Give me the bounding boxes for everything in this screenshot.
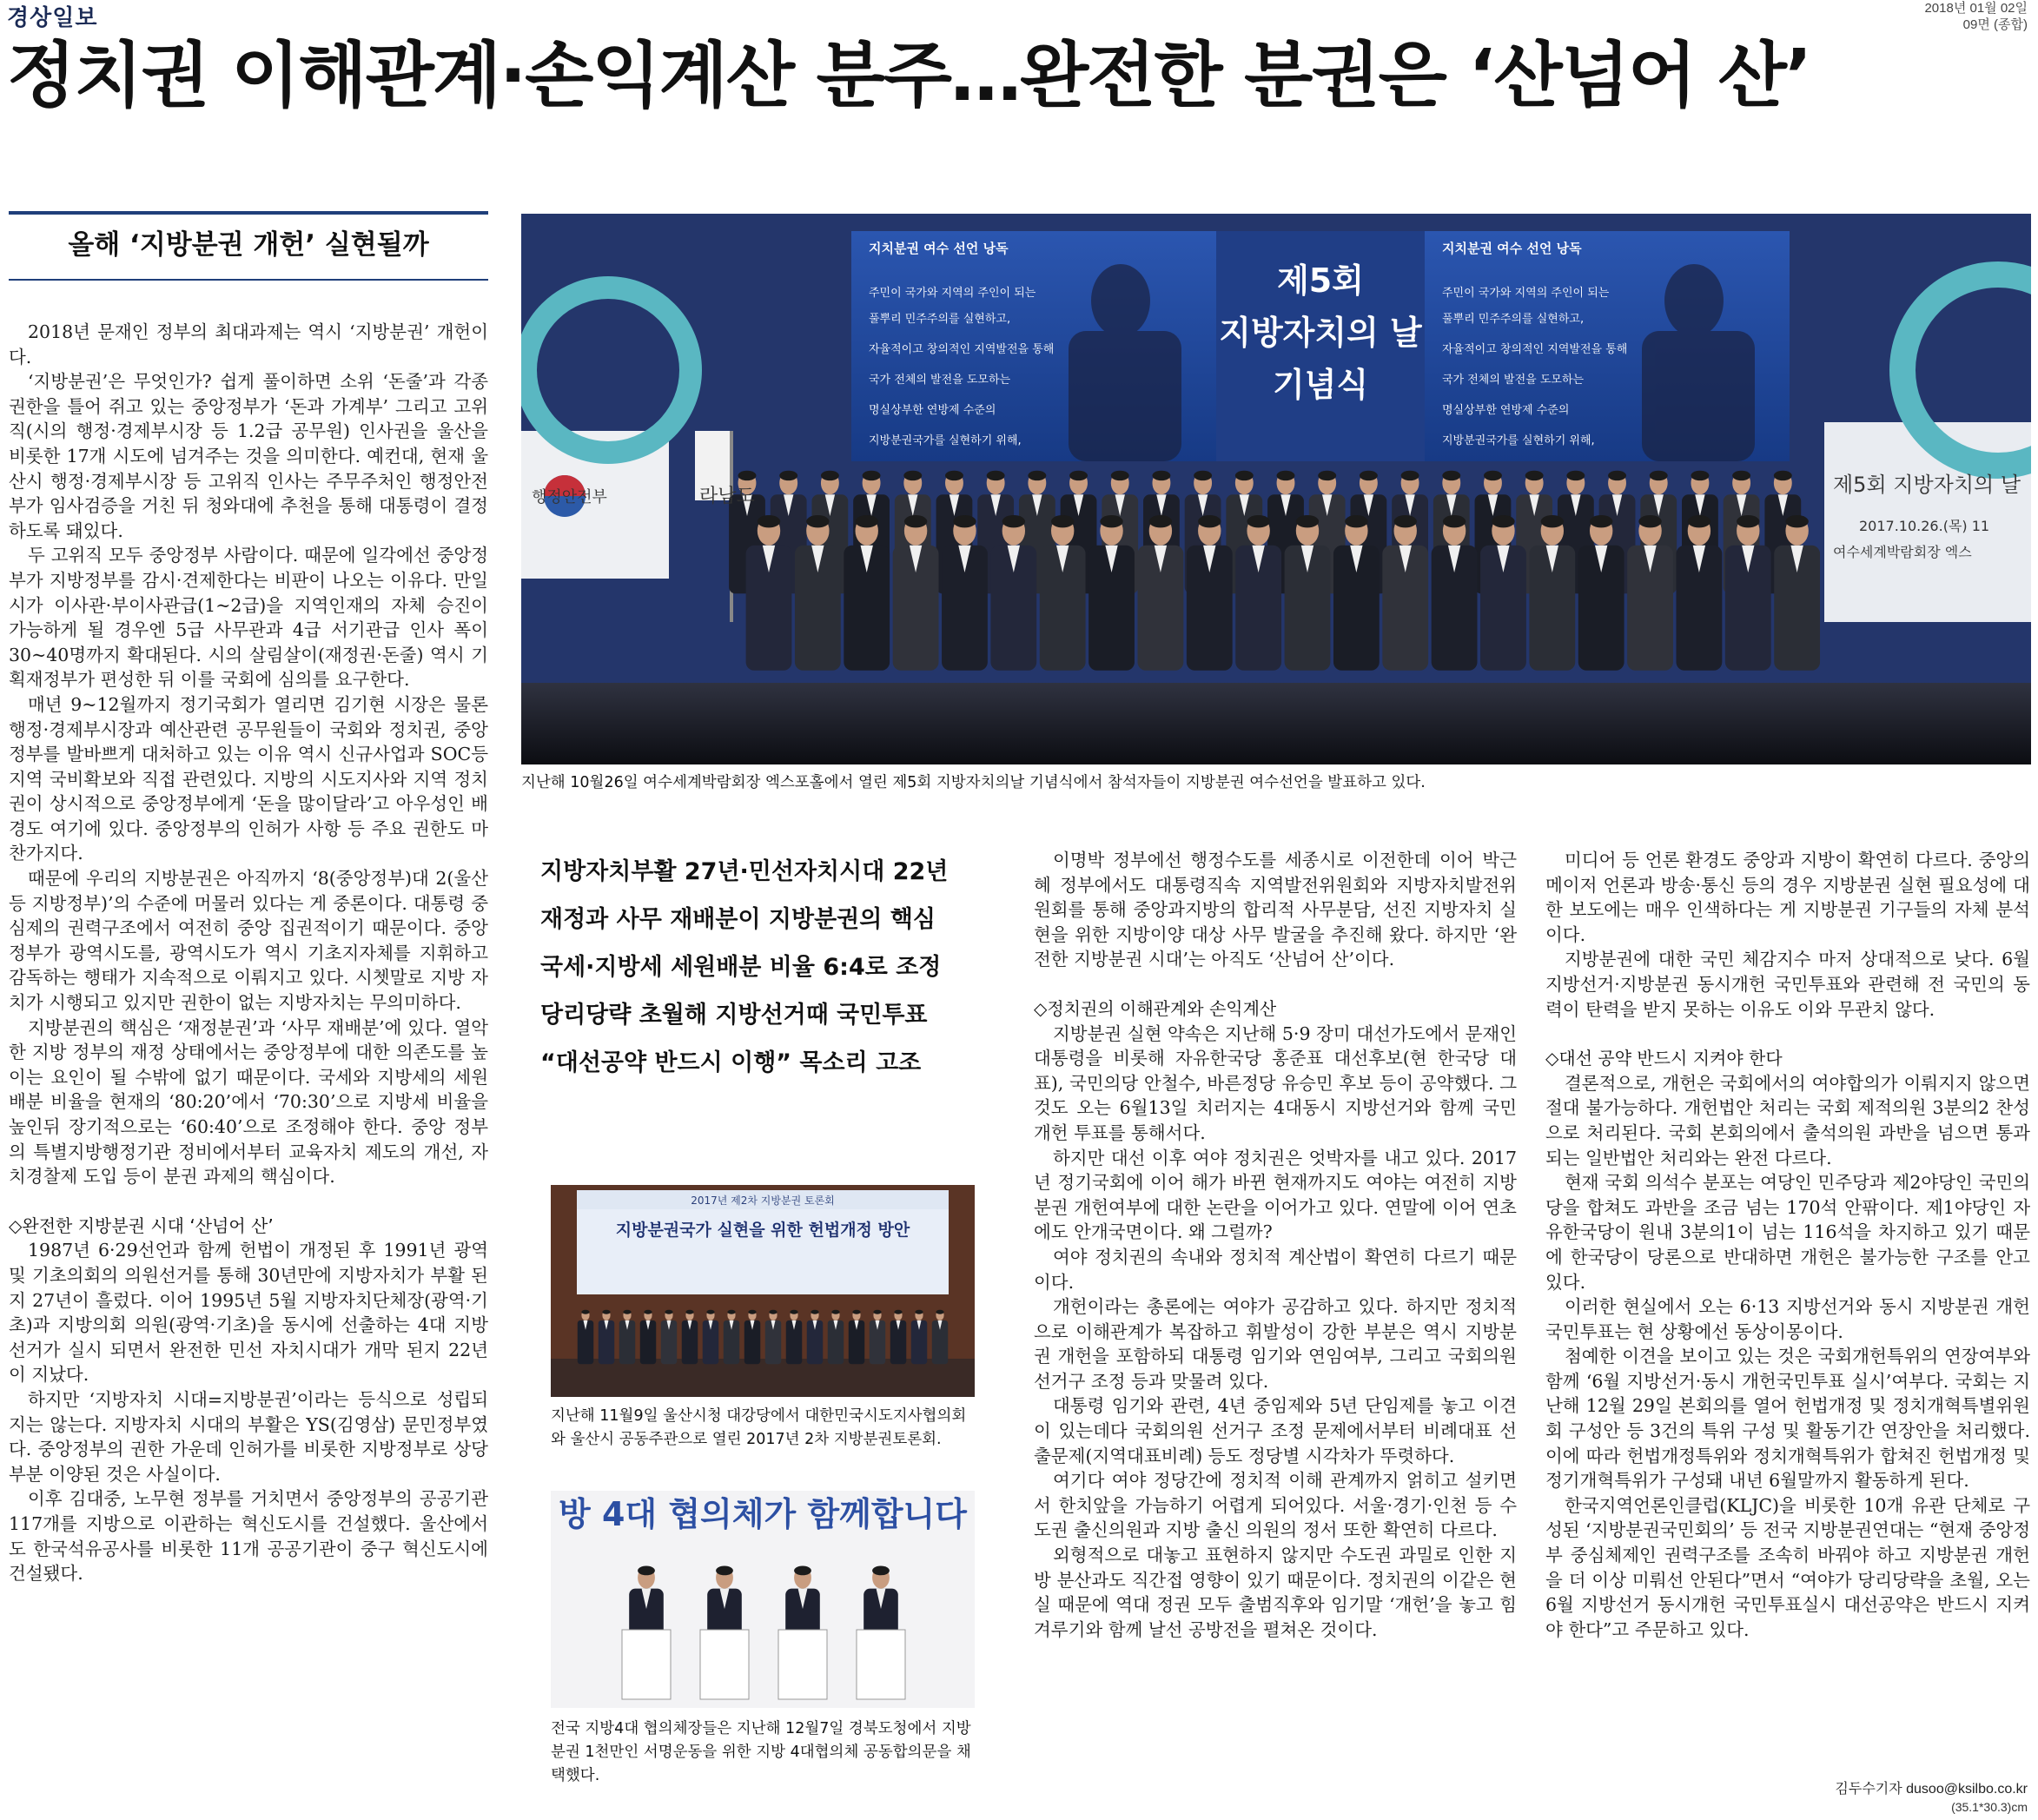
screen-text: 자율적이고 창의적인 지역발전을 통해 (869, 343, 1055, 356)
pull-quote-line: 재정과 사무 재배분이 지방분권의 핵심 (540, 906, 936, 933)
sign-text: 행정안전부 (532, 488, 607, 506)
agreement-document (778, 1630, 827, 1699)
banner-text: 2017년 제2차 지방분권 토론회 (691, 1195, 835, 1207)
forum-photo (551, 1185, 975, 1397)
article-paragraph: 이러한 현실에서 오는 6·13 지방선거와 동시 지방분권 개헌 국민투표는 현 상황에선 동상이몽이다. (1545, 1296, 2030, 1342)
signing-photo (551, 1491, 975, 1708)
agreement-document (622, 1630, 671, 1699)
newspaper-masthead: 경상일보 (7, 5, 98, 31)
main-photo-caption: 지난해 10월26일 여수세계박람회장 엑스포홀에서 열린 제5회 지방자치의날 기념식에서 참석자들이 지방분권 여수선언을 발표하고 있다. (521, 774, 1426, 791)
section-heading: ◇정치권의 이해관계와 손익계산 (1034, 997, 1277, 1019)
section-heading: ◇완전한 지방분권 시대 ‘산넘어 산’ (9, 1214, 274, 1236)
screen-text: 주민이 국가와 지역의 주인이 되는 (869, 287, 1036, 300)
screen-title: 지방자치의 날 (1219, 314, 1422, 352)
signing-photo-caption: 전국 지방4대 협의체장들은 지난해 12월7일 경북도청에서 지방분권 1천만인 서명운동을 위한 지방 4대협의체 공동합의문을 채택했다. (551, 1720, 971, 1784)
article-paragraph: 매년 9~12월까지 정기국회가 열리면 김기현 시장은 물론 행정·경제부시장과 예산관련 공무원들이 국회와 정치권, 중앙정부를 발바쁘게 대처하고 있는 이유 역시 신규사업과 SOC등 지역 국비확보와 직접 관련있다. 지방의 시도지사와 지역 정치권이 상시적으로 중앙정부에게 ‘돈을 많이달라’고 아우성인 배경도 여기에 있다. 중앙정부의 인허가 사항 등 주요 권한도 마찬가지다. (9, 693, 488, 864)
article-paragraph: 지방분권 실현 약속은 지난해 5·9 장미 대선가도에서 문재인 대통령을 비롯해 자유한국당 홍준표 대선후보(현 한국당 대표), 국민의당 안철수, 바른정당 유승민 후보 등이 공약했다. 그것도 오는 6월13일 치러지는 4대동시 지방선거와 함께 국민 개헌 투표를 통해서다. (1034, 1023, 1517, 1143)
sign-text: 라남도 (699, 486, 755, 507)
article-paragraph: 하지만 대선 이후 여야 정치권은 엇박자를 내고 있다. 2017년 정기국회에 이어 해가 바뀐 현재까지도 여야는 여전히 지방분권 개헌여부에 대한 논란을 이어가고 있다. 연말에 이어 연초에도 안개국면이다. 왜 그럴까? (1034, 1147, 1517, 1243)
pull-quote-line: 지방자치부활 27년·민선자치시대 22년 (540, 858, 949, 885)
screen-text: 주민이 국가와 지역의 주인이 되는 (1442, 287, 1610, 300)
screen-text: 자율적이고 창의적인 지역발전을 통해 (1442, 343, 1628, 356)
article-paragraph: 첨예한 이견을 보이고 있는 것은 국회개헌특위의 연장여부와 함께 ‘6월 지방선거·동시 개헌국민투표 실시’여부다. 국회는 지난해 12월 29일 본회의를 열어 헌법개정 및 정치개혁특별위원회 구성안 등 3건의 특위 구성 및 활동기간 연장안을 처리했다. 이에 따라 헌법개정특위와 정치개혁특위가 합쳐진 헌법개정 및 정기개혁특위가 구성돼 내년 6월말까지 활동하게 된다. (1545, 1346, 2030, 1492)
agreement-document (700, 1630, 749, 1699)
article-paragraph: 이후 김대중, 노무현 정부를 거치면서 중앙정부의 공공기관 117개를 지방으로 이관하는 혁신도시를 건설했다. 울산에서도 한국석유공사를 비롯한 11개 공공기관이 중구 혁신도시에 건설됐다. (9, 1488, 488, 1585)
screen-text: 지치분권 여수 선언 낭독 (1442, 241, 1582, 256)
pull-quote-line: 당리당략 초월해 지방선거때 국민투표 (540, 1002, 928, 1029)
pull-quote-line: “대선공약 반드시 이행” 목소리 고조 (540, 1049, 922, 1076)
article-paragraph: 현재 국회 의석수 분포는 여당인 민주당과 제2야당인 국민의당을 합쳐도 과반을 조금 넘는 170석 안팎이다. 제1야당인 자유한국당이 원내 3분의1이 넘는 116석을 차지하고 있기 때문에 한국당이 당론으로 반대하면 개헌은 불가능한 구조를 안고 있다. (1545, 1172, 2030, 1293)
issue-date: 2018년 01월 02일 (1924, 1, 2028, 16)
article-paragraph: 여야 정치권의 속내와 정치적 계산법이 확연히 다르기 때문이다. (1034, 1246, 1517, 1293)
banner-text: 방 4대 협의체가 함께합니다 (559, 1495, 967, 1533)
article-column-3 (1034, 848, 1517, 1812)
article-paragraph: 1987년 6·29선언과 함께 헌법이 개정된 후 1991년 광역 및 기초의회의 의원선거를 통해 30년만에 지방자치가 부활 된지 27년이 흘렀다. 이어 1995년 5월 지방자치단체장(광역·기초)과 지방의회 의원(광역·기초)을 동시에 선출하는 4대 지방선거가 실시 되면서 완전한 민선 자치시대가 개막 된지 22년이 지났다. (9, 1240, 488, 1386)
article-paragraph: 한국지역언론인클럽(KLJC)을 비롯한 10개 유관 단체로 구성된 ‘지방분권국민회의’ 등 전국 지방분권연대는 “현재 중앙정부 중심체제인 권력구조를 조속히 바꿔야 하고 지방분권 개헌을 더 이상 미뤄선 안된다”면서 “여야가 당리당략을 초월, 오는 6월 지방선거 동시개헌 국민투표실시 대선공약은 반드시 지켜야 한다”고 주문하고 있다. (1545, 1494, 2030, 1640)
article-paragraph: 2018년 문재인 정부의 최대과제는 역시 ‘지방분권’ 개헌이다. (9, 321, 488, 367)
signing-photo-illustration (551, 1491, 975, 1708)
size-note: (35.1*30.3)cm (1951, 1800, 2028, 1814)
screen-text: 명실상부한 연방제 수준의 (1442, 404, 1570, 417)
article-paragraph: 이명박 정부에선 행정수도를 세종시로 이전한데 이어 박근혜 정부에서도 대통령직속 지역발전위원회와 지방자치발전위원회를 통해 중앙과지방의 합리적 사무분담, 선진 지방자치 실현을 위한 지방이양 대상 사무 발굴을 추진해 왔다. 하지만 ‘완전한 지방분권 시대’는 아직도 ‘산넘어 산’이다. (1034, 850, 1517, 970)
pull-quote (540, 848, 975, 1087)
screen-text: 국가 전체의 발전을 도모하는 (1442, 374, 1585, 387)
subhead-box (9, 211, 488, 281)
section-heading: ◇대선 공약 반드시 지켜야 한다 (1545, 1048, 1783, 1069)
article-paragraph: 결론적으로, 개헌은 국회에서의 여야합의가 이뤄지지 않으면 절대 불가능하다. 개헌법안 처리는 국회 제적의원 3분의2 찬성으로 처리된다. 국회 본회의에서 출석의원 과반을 넘으면 통과되는 일반법안 처리와는 완전 다르다. (1545, 1072, 2030, 1168)
screen-text: 국가 전체의 발전을 도모하는 (869, 374, 1011, 387)
pull-quote-line: 국세·지방세 세원배분 비율 6:4로 조정 (540, 954, 942, 981)
article-column-1 (9, 320, 488, 1814)
article-paragraph: 외형적으로 대놓고 표현하지 않지만 수도권 과밀로 인한 지방 분산과도 직간접 영향이 있기 때문이다. 정치권의 이같은 현실 때문에 역대 정권 모두 출범직후와 임기말 ‘개헌’을 놓고 힘겨루기와 함께 날선 공방전을 펼쳐온 것이다. (1034, 1545, 1517, 1640)
article-paragraph: 하지만 ‘지방자치 시대=지방분권’이라는 등식으로 성립되지는 않는다. 지방자치 시대의 부활은 YS(김영삼) 문민정부였다. 중앙정부의 권한 가운데 인허가를 비롯한 지방정부로 상당부분 이양된 것은 사실이다. (9, 1388, 488, 1485)
article-headline: 정치권 이해관계·손익계산 분주…완전한 분권은 ‘산넘어 산’ (7, 35, 1811, 117)
sign-text: 2017.10.26.(목) 11 (1859, 518, 1990, 534)
screen-title: 제5회 (1277, 261, 1364, 300)
agreement-document (857, 1630, 905, 1699)
issue-page: 09면 (종합) (1962, 17, 2028, 32)
screen-text: 지방분권국가를 실현하기 위해, (869, 434, 1022, 447)
issue-meta (1924, 0, 2028, 33)
screen-text: 지방분권국가를 실현하기 위해, (1442, 434, 1595, 447)
byline: 김두수기자 dusoo@ksilbo.co.kr (1835, 1782, 2028, 1797)
article-paragraph: 대통령 임기와 관련, 4년 중임제와 5년 단임제를 놓고 이견이 있는데다 국회의원 선거구 조정 문제에서부터 비례대표 선출문제(지역대표비례) 등도 정당별 시각차가 뚜렷하다. (1034, 1395, 1517, 1466)
article-paragraph: ‘지방분권’은 무엇인가? 쉽게 풀이하면 소위 ‘돈줄’과 각종 권한을 틀어 쥐고 있는 중앙정부가 ‘돈과 가계부’ 그리고 고위직(시의 행정·경제부시장 등 1.2급 공무원) 인사권을 울산을 비롯한 17개 시도에 넘겨주는 것을 의미한다. 예컨대, 현재 울산시 행정·경제부시장 등 고위직 인사는 주무주처인 행정안전부가 임사검증을 거친 뒤 청와대에 추천을 통해 대통령이 결정하도록 돼있다. (9, 371, 488, 541)
article-paragraph: 미디어 등 언론 환경도 중앙과 지방이 확연히 다르다. 중앙의 메이저 언론과 방송·통신 등의 경우 지방분권 실현 필요성에 대한 보도에는 매우 인색하다는 게 지방분권 기구들의 자체 분석이다. (1545, 850, 2030, 945)
sign-text: 여수세계박람회장 엑스 (1833, 544, 1972, 560)
screen-text: 지치분권 여수 선언 낭독 (869, 241, 1009, 256)
main-photo-illustration (521, 214, 2031, 764)
screen-text: 풀뿌리 민주주의를 실현하고, (869, 313, 1011, 326)
main-photo (521, 214, 2031, 764)
article-paragraph: 두 고위직 모두 중앙정부 사람이다. 때문에 일각에선 중앙정부가 지방정부를 감시·견제한다는 비판이 나오는 이유다. 만일 시가 이사관·부이사관급(1~2급)을 지역인재의 자체 승진이 가능하게 될 경우엔 5급 사무관과 4급 서기관급 인사 폭이 30~40명까지 확대된다. 시의 살림살이(재정권·돈줄) 역시 기획재정부가 편성한 뒤 이를 국회에 심의를 요구한다. (9, 545, 488, 691)
article-paragraph: 때문에 우리의 지방분권은 아직까지 ‘8(중앙정부)대 2(울산 등 지방정부)’의 수준에 머물러 있다는 게 중론이다. 대통령 중심제의 권력구조에서 여전히 중앙 집권적이기 때문이다. 중앙 정부가 광역시도를, 광역시도가 역시 기초지자체를 지휘하고 감독하는 행태가 지속적으로 이뤄지고 있다. 시쳇말로 지방 자치가 시행되고 있지만 권한이 없는 지방자치는 무의미하다. (9, 868, 488, 1014)
forum-photo-illustration (551, 1185, 975, 1397)
article-paragraph: 여기다 여야 정당간에 정치적 이해 관계까지 얽히고 설키면서 한치앞을 가늠하기 어렵게 되어있다. 서울·경기·인천 등 수도권 출신의원과 지방 출신 의원의 정서 또한 확연히 다르다. (1034, 1470, 1517, 1541)
article-paragraph: 지방분권의 핵심은 ‘재정분권’과 ‘사무 재배분’에 있다. 열악한 지방 정부의 재정 상태에서는 중앙정부에 대한 의존도를 높이는 요인이 될 수밖에 없기 때문이다. 국세와 지방세의 세원배분 비율을 현재의 ‘80:20’에서 ‘70:30’으로 지방세 비율을 높인뒤 장기적으로는 ‘60:40’으로 조정해야 한다. 중앙 정부의 특별지방행정기관 정비에서부터 교육자치 제도의 개선, 자치경찰제 도입 등이 분권 과제의 핵심이다. (9, 1016, 488, 1188)
article-column-4 (1545, 848, 2030, 1803)
sign-text: 제5회 지방자치의 날 (1833, 473, 2021, 497)
screen-text: 풀뿌리 민주주의를 실현하고, (1442, 313, 1585, 326)
screen-title: 기념식 (1272, 366, 1369, 404)
screen-text: 명실상부한 연방제 수준의 (869, 404, 996, 417)
article-paragraph: 개헌이라는 총론에는 여야가 공감하고 있다. 하지만 정치적으로 이해관계가 복잡하고 휘발성이 강한 부분은 역시 지방분권 개헌을 포함하되 대통령 임기와 연임여부, 그리고 국회의원 선거구 조정 등과 맞물려 있다. (1034, 1296, 1517, 1392)
banner-text: 지방분권국가 실현을 위한 헌법개정 방안 (615, 1221, 910, 1240)
article-subhead: 올해 ‘지방분권 개헌’ 실현될까 (68, 229, 429, 261)
article-paragraph: 지방분권에 대한 국민 체감지수 마저 상대적으로 낮다. 6월지방선거·지방분권 동시개헌 국민투표와 관련해 전 국민의 동력이 탄력을 받지 못하는 이유도 이와 무관치 않다. (1545, 949, 2030, 1020)
forum-photo-caption: 지난해 11월9일 울산시청 대강당에서 대한민국시도지사협의회와 울산시 공동주관으로 열린 2017년 2차 지방분권토론회. (551, 1407, 967, 1448)
